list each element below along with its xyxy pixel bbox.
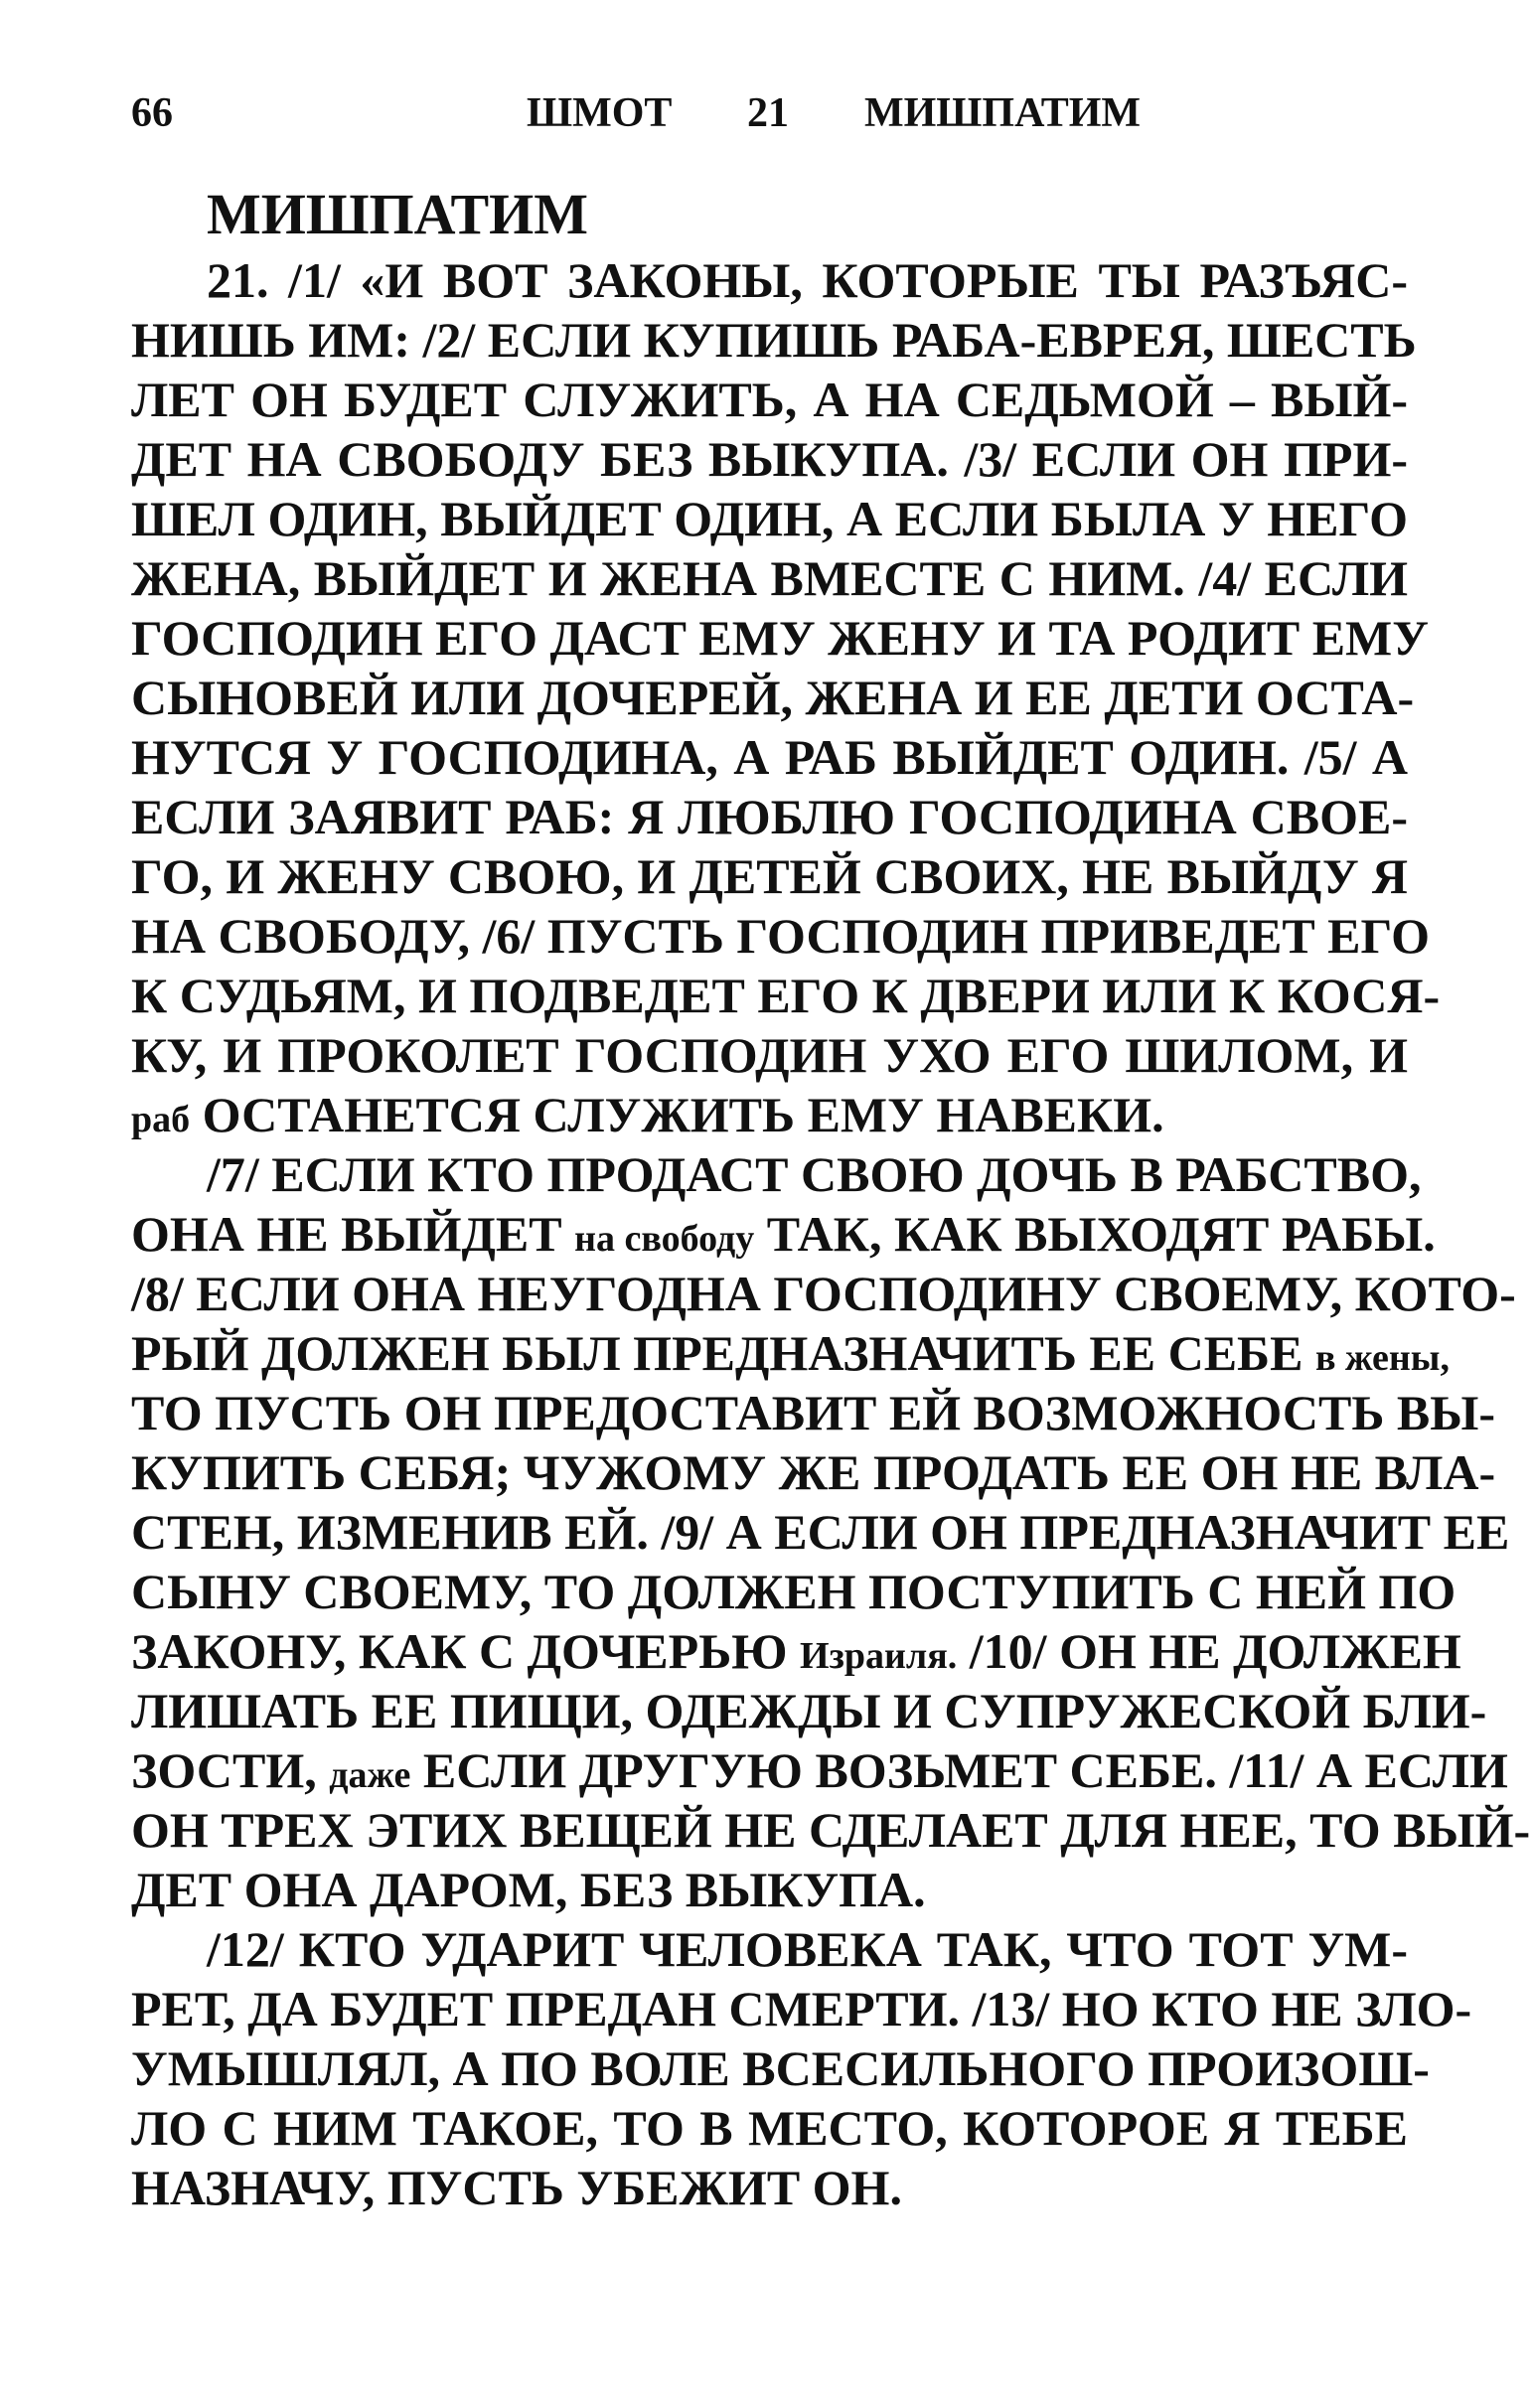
- text-line: ЛЕТ ОН БУДЕТ СЛУЖИТЬ, А НА СЕДЬМОЙ – ВЫЙ-: [131, 372, 1408, 427]
- text-run: ЗОСТИ,: [131, 1742, 330, 1798]
- text-line: /7/ ЕСЛИ КТО ПРОДАСТ СВОЮ ДОЧЬ В РАБСТВО,: [207, 1146, 1422, 1202]
- text-line: РЕТ, ДА БУДЕТ ПРЕДАН СМЕРТИ. /13/ НО КТО НЕ ЗЛО-: [131, 1981, 1472, 2036]
- text-line: ЖЕНА, ВЫЙДЕТ И ЖЕНА ВМЕСТЕ С НИМ. /4/ ЕСЛИ: [131, 550, 1408, 606]
- text-line: КУПИТЬ СЕБЯ; ЧУЖОМУ ЖЕ ПРОДАТЬ ЕЕ ОН НЕ ВЛА-: [131, 1444, 1496, 1500]
- text-line: ГО, И ЖЕНУ СВОЮ, И ДЕТЕЙ СВОИХ, НЕ ВЫЙДУ Я: [131, 848, 1408, 904]
- text-line: ТО ПУСТЬ ОН ПРЕДОСТАВИТ ЕЙ ВОЗМОЖНОСТЬ ВЫ-: [131, 1385, 1495, 1440]
- text-line: НИШЬ ИМ: /2/ ЕСЛИ КУПИШЬ РАБА-ЕВРЕЯ, ШЕСТЬ: [131, 312, 1417, 368]
- text-run: РЫЙ ДОЛЖЕН БЫЛ ПРЕДНАЗНАЧИТЬ ЕЕ СЕБЕ: [131, 1325, 1315, 1381]
- text-line: К СУДЬЯМ, И ПОДВЕДЕТ ЕГО К ДВЕРИ ИЛИ К КОСЯ-: [131, 968, 1441, 1023]
- text-line: ДЕТ ОНА ДАРОМ, БЕЗ ВЫКУПА.: [131, 1862, 926, 1917]
- portion-title: МИШПАТИМ: [207, 182, 588, 246]
- text-line: [131, 1204, 1436, 1264]
- text-line: СТЕН, ИЗМЕНИВ ЕЙ. /9/ А ЕСЛИ ОН ПРЕДНАЗНАЧИТ ЕЕ: [131, 1504, 1510, 1560]
- text-line: ЛО С НИМ ТАКОЕ, ТО В МЕСТО, КОТОРОЕ Я ТЕБЕ: [131, 2100, 1408, 2156]
- text-line: /12/ КТО УДАРИТ ЧЕЛОВЕКА ТАК, ЧТО ТОТ УМ-: [207, 1921, 1408, 1977]
- text-run: ЕСЛИ ДРУГУЮ ВОЗЬМЕТ СЕБЕ. /11/ А ЕСЛИ: [410, 1742, 1508, 1798]
- text-line: СЫНОВЕЙ ИЛИ ДОЧЕРЕЙ, ЖЕНА И ЕЕ ДЕТИ ОСТА-: [131, 670, 1415, 725]
- text-run: ЗАКОНУ, КАК С ДОЧЕРЬЮ: [131, 1623, 801, 1679]
- text-line: НАЗНАЧУ, ПУСТЬ УБЕЖИТ ОН.: [131, 2160, 902, 2215]
- text-line: [131, 1085, 1408, 1144]
- text-line: ЕСЛИ ЗАЯВИТ РАБ: Я ЛЮБЛЮ ГОСПОДИНА СВОЕ-: [131, 789, 1408, 844]
- running-header: [0, 83, 1533, 143]
- paragraph-3: [131, 1919, 1472, 2217]
- text-line: НА СВОБОДУ, /6/ ПУСТЬ ГОСПОДИН ПРИВЕДЕТ ЕГО: [131, 908, 1430, 964]
- text-line: [131, 1621, 1461, 1681]
- text-line: ГОСПОДИН ЕГО ДАСТ ЕМУ ЖЕНУ И ТА РОДИТ ЕМУ: [131, 610, 1429, 666]
- text-line: [131, 1323, 1450, 1383]
- text-line: УМЫШЛЯЛ, А ПО ВОЛЕ ВСЕСИЛЬНОГО ПРОИЗОШ-: [131, 2040, 1430, 2096]
- text-run: ТАК, КАК ВЫХОДЯТ РАБЫ.: [754, 1206, 1436, 1262]
- text-line: ДЕТ НА СВОБОДУ БЕЗ ВЫКУПА. /3/ ЕСЛИ ОН ПРИ-: [131, 431, 1408, 487]
- paragraph-2: [131, 1144, 1531, 1919]
- header-portion-name: МИШПАТИМ: [864, 90, 1142, 136]
- text-line: СЫНУ СВОЕМУ, ТО ДОЛЖЕН ПОСТУПИТЬ С НЕЙ ПО: [131, 1564, 1456, 1619]
- text-line: ОН ТРЕХ ЭТИХ ВЕЩЕЙ НЕ СДЕЛАЕТ ДЛЯ НЕЕ, ТО ВЫЙ-: [131, 1802, 1531, 1858]
- text-line: НУТСЯ У ГОСПОДИНА, А РАБ ВЫЙДЕТ ОДИН. /5/ А: [131, 729, 1408, 785]
- header-chapter-number: 21: [747, 90, 789, 136]
- paragraph-1: [131, 250, 1441, 1144]
- inserted-word: на свободу: [574, 1218, 755, 1260]
- text-line: [131, 1740, 1508, 1800]
- inserted-word: раб: [131, 1099, 191, 1140]
- inserted-word: даже: [329, 1754, 411, 1796]
- text-line: КУ, И ПРОКОЛЕТ ГОСПОДИН УХО ЕГО ШИЛОМ, И: [131, 1027, 1408, 1083]
- text-run: /10/ ОН НЕ ДОЛЖЕН: [957, 1623, 1461, 1679]
- inserted-word: Израиля.: [800, 1635, 958, 1677]
- text-line: /8/ ЕСЛИ ОНА НЕУГОДНА ГОСПОДИНУ СВОЕМУ, КОТО-: [131, 1266, 1516, 1321]
- inserted-word: в жены,: [1314, 1337, 1450, 1379]
- header-book-name: ШМОТ: [527, 90, 673, 136]
- text-run: ОНА НЕ ВЫЙДЕТ: [131, 1206, 575, 1262]
- text-run: ОСТАНЕТСЯ СЛУЖИТЬ ЕМУ НАВЕКИ.: [190, 1087, 1164, 1142]
- text-line: ЛИШАТЬ ЕЕ ПИЩИ, ОДЕЖДЫ И СУПРУЖЕСКОЙ БЛИ-: [131, 1683, 1487, 1738]
- body-text: [131, 250, 1531, 2217]
- page-number: 66: [131, 90, 173, 136]
- text-line: 21. /1/ «И ВОТ ЗАКОНЫ, КОТОРЫЕ ТЫ РАЗЪЯС-: [207, 252, 1408, 308]
- text-line: ШЕЛ ОДИН, ВЫЙДЕТ ОДИН, А ЕСЛИ БЫЛА У НЕГО: [131, 491, 1408, 546]
